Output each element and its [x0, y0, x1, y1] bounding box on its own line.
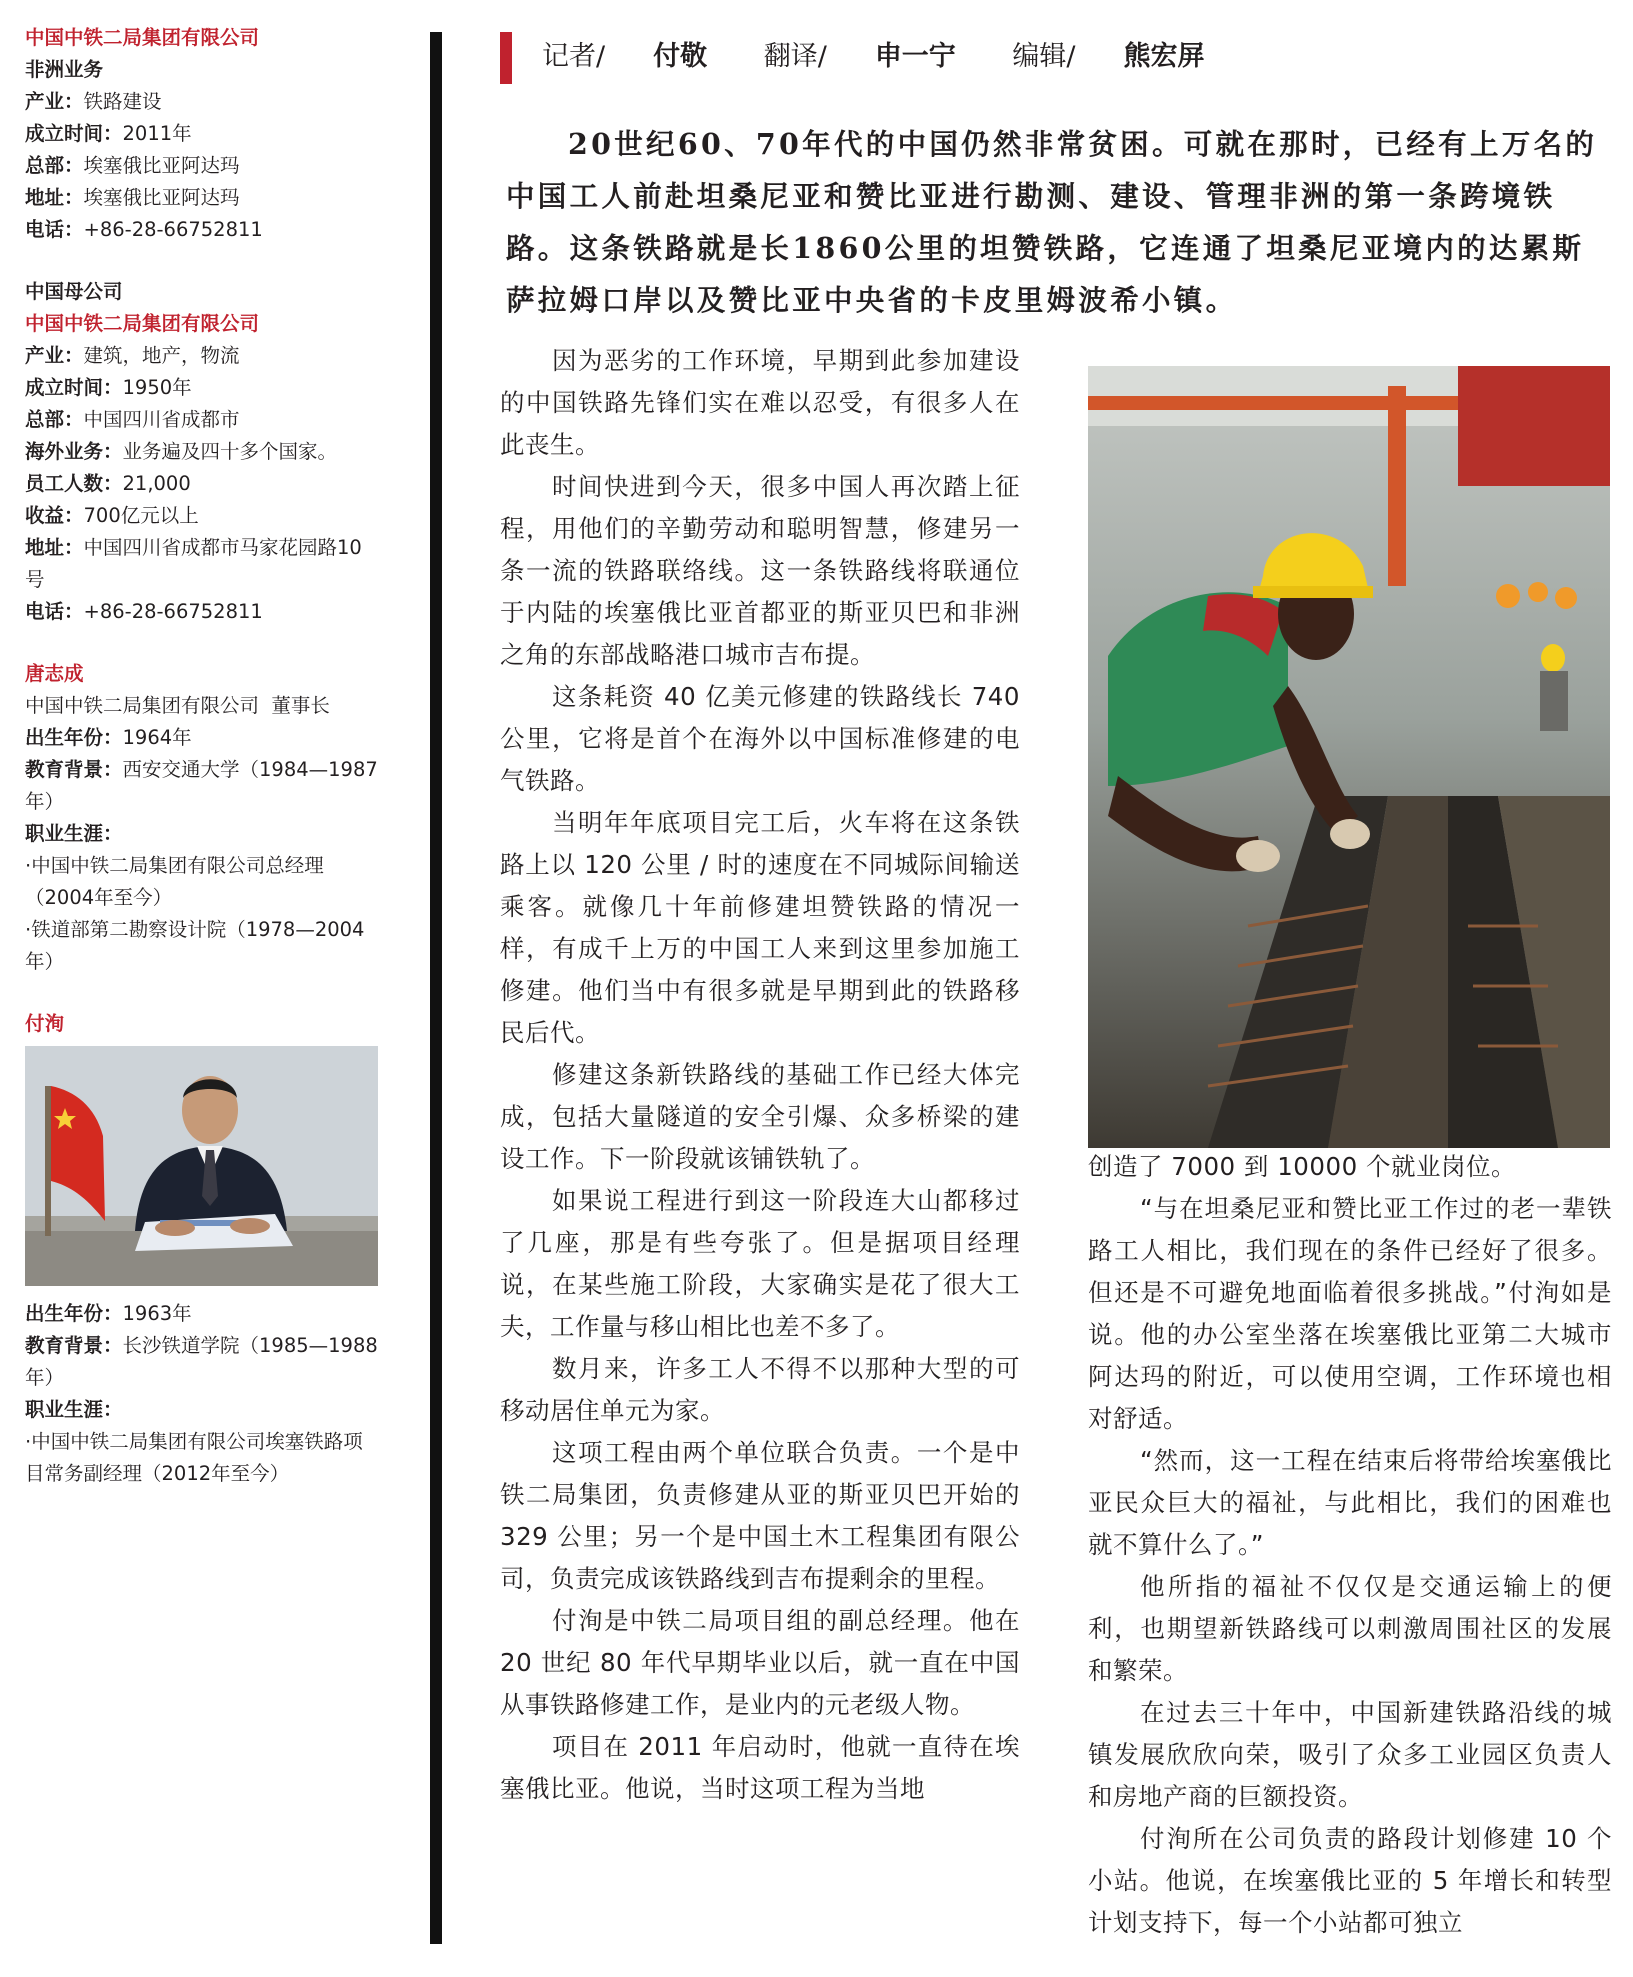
field-key: 总部：	[25, 154, 84, 177]
field-key: 电话：	[25, 600, 84, 623]
parent-field	[25, 468, 380, 500]
parent-field	[25, 500, 380, 532]
company-field	[25, 86, 380, 118]
article-paragraph: 当明年年底项目完工后，火车将在这条铁路上以 120 公里 / 时的速度在不同城际间输送乘客。就像几十年前修建坦赞铁路的情况一样，有成千上万的中国工人来到这里参加施工修建。他们当中有很多就是早期到此的铁路移民后代。	[500, 808, 1020, 1047]
field-key: 出生年份：	[25, 1302, 123, 1325]
article-paragraph: 这项工程由两个单位联合负责。一个是中铁二局集团，负责修建从亚的斯亚贝巴开始的 329 公里；另一个是中国土木工程集团有限公司，负责完成该铁路线到吉布提剩余的里程。	[500, 1438, 1020, 1593]
company-division: 非洲业务	[25, 58, 104, 81]
byline-accent-bar	[500, 32, 512, 84]
field-key: 成立时间：	[25, 122, 123, 145]
field-key: 地址：	[25, 536, 84, 559]
worker-photo-illustration	[1088, 366, 1610, 1148]
field-key: 产业：	[25, 90, 84, 113]
field-value: +86-28-66752811	[83, 218, 263, 241]
article-paragraph: 项目在 2011 年启动时，他就一直待在埃塞俄比亚。他说，当时这项工程为当地	[500, 1732, 1020, 1803]
field-value: 建筑，地产，物流	[83, 344, 240, 367]
field-key: 教育背景：	[25, 758, 123, 781]
field-key: 地址：	[25, 186, 84, 209]
person-education	[25, 1330, 380, 1394]
field-value: 埃塞俄比亚阿达玛	[83, 154, 240, 177]
byline-translator-name: 申一宁	[874, 41, 956, 72]
article-paragraph: 这条耗资 40 亿美元修建的铁路线长 740 公里，它将是首个在海外以中国标准修建的电气铁路。	[500, 682, 1020, 795]
worker-photo	[1088, 366, 1610, 1148]
field-key: 员工人数：	[25, 472, 123, 495]
article-lede: 20世纪60、70年代的中国仍然非常贫困。可就在那时，已经有上万名的中国工人前赴坦桑尼亚和赞比亚进行勘测、建设、管理非洲的第一条跨境铁路。这条铁路就是长1860公里的坦赞铁路，它连通了坦桑尼亚境内的达累斯萨拉姆口岸以及赞比亚中央省的卡皮里姆波希小镇。	[506, 127, 1598, 317]
article-paragraph: 在过去三十年中，中国新建铁路沿线的城镇发展欣欣向荣，吸引了众多工业园区负责人和房地产商的巨额投资。	[1088, 1698, 1612, 1811]
parent-field	[25, 532, 380, 596]
company-name: 中国中铁二局集团有限公司	[25, 26, 260, 49]
byline-translator	[764, 41, 956, 72]
field-key: 收益：	[25, 504, 84, 527]
field-value: 700亿元以上	[83, 504, 199, 527]
field-value: 铁路建设	[83, 90, 162, 113]
byline-reporter	[542, 41, 707, 72]
field-value: 1964年	[122, 726, 192, 749]
company-field	[25, 118, 380, 150]
byline	[542, 34, 1253, 80]
article-paragraph: 因为恶劣的工作环境，早期到此参加建设的中国铁路先锋们实在难以忍受，有很多人在此丧生。	[500, 346, 1020, 459]
career-heading: 职业生涯：	[25, 822, 123, 845]
career-item: ·中国中铁二局集团有限公司埃塞铁路项目常务副经理（2012年至今）	[25, 1430, 363, 1485]
article-paragraph: “然而，这一工程在结束后将带给埃塞俄比亚民众巨大的福祉，与此相比，我们的困难也就不算什么了。”	[1088, 1446, 1612, 1559]
career-item: ·铁道部第二勘察设计院（1978—2004年）	[25, 918, 365, 973]
parent-field	[25, 404, 380, 436]
article-paragraph: 修建这条新铁路线的基础工作已经大体完成，包括大量隧道的安全引爆、众多桥梁的建设工作。下一阶段就该铺铁轨了。	[500, 1060, 1020, 1173]
field-key: 总部：	[25, 408, 84, 431]
article-paragraph: 数月来，许多工人不得不以那种大型的可移动居住单元为家。	[500, 1354, 1020, 1425]
article-column-left	[500, 340, 1020, 1810]
company-profile	[25, 22, 380, 246]
field-value: 1963年	[122, 1302, 192, 1325]
article-paragraph: 付洵是中铁二局项目组的副总经理。他在 20 世纪 80 年代早期毕业以后，就一直在中国从事铁路修建工作，是业内的元老级人物。	[500, 1606, 1020, 1719]
person-birth	[25, 722, 380, 754]
parent-company-profile	[25, 276, 380, 628]
field-key: 电话：	[25, 218, 84, 241]
byline-editor-key: 编辑/	[1012, 41, 1076, 72]
person-birth	[25, 1298, 380, 1330]
company-field	[25, 150, 380, 182]
parent-field	[25, 596, 380, 628]
article-paragraph: 时间快进到今天，很多中国人再次踏上征程，用他们的辛勤劳动和聪明智慧，修建另一条一流的铁路联络线。这一条铁路线将联通位于内陆的埃塞俄比亚首都亚的斯亚贝巴和非洲之角的东部战略港口城市吉布提。	[500, 472, 1020, 669]
career-item: ·中国中铁二局集团有限公司总经理（2004年至今）	[25, 854, 324, 909]
field-value: 埃塞俄比亚阿达玛	[83, 186, 240, 209]
portrait-illustration	[25, 1046, 378, 1286]
company-field	[25, 214, 380, 246]
person-name: 付洵	[25, 1012, 65, 1035]
article-paragraph: 如果说工程进行到这一阶段连大山都移过了几座，那是有些夸张了。但是据项目经理说，在某些施工阶段，大家确实是花了很大工夫，工作量与移山相比也差不多了。	[500, 1186, 1020, 1341]
parent-field	[25, 340, 380, 372]
field-value: 2011年	[122, 122, 192, 145]
person-name: 唐志成	[25, 662, 84, 685]
byline-editor	[1012, 41, 1204, 72]
byline-translator-key: 翻译/	[763, 41, 827, 72]
field-value: 业务遍及四十多个国家。	[122, 440, 338, 463]
parent-name: 中国中铁二局集团有限公司	[25, 312, 260, 335]
field-value: 西安交通大学（1984—1987年）	[25, 758, 378, 813]
field-value: 中国四川省成都市马家花园路10号	[25, 536, 362, 591]
byline-reporter-key: 记者/	[542, 41, 606, 72]
career-heading: 职业生涯：	[25, 1398, 123, 1421]
parent-heading: 中国母公司	[25, 280, 123, 303]
field-key: 海外业务：	[25, 440, 123, 463]
article-paragraph: 付洵所在公司负责的路段计划修建 10 个小站。他说，在埃塞俄比亚的 5 年增长和转型计划支持下，每一个小站都可独立	[1088, 1824, 1612, 1937]
article-paragraph-continuation: 创造了 7000 到 10000 个就业岗位。	[1088, 1152, 1516, 1181]
field-value: 中国四川省成都市	[83, 408, 240, 431]
field-key: 成立时间：	[25, 376, 123, 399]
article-paragraph: 他所指的福祉不仅仅是交通运输上的便利，也期望新铁路线可以刺激周围社区的发展和繁荣。	[1088, 1572, 1612, 1685]
parent-field	[25, 436, 380, 468]
byline-editor-name: 熊宏屏	[1123, 41, 1205, 72]
field-value: +86-28-66752811	[83, 600, 263, 623]
field-value: 1950年	[122, 376, 192, 399]
field-value: 长沙铁道学院（1985—1988年）	[25, 1334, 378, 1389]
person-education	[25, 754, 380, 818]
field-key: 产业：	[25, 344, 84, 367]
company-profile-sidebar	[25, 22, 380, 1490]
portrait-photo	[25, 1046, 378, 1286]
field-value: 21,000	[122, 472, 191, 495]
parent-field	[25, 372, 380, 404]
company-field	[25, 182, 380, 214]
person-title: 中国中铁二局集团有限公司 董事长	[25, 694, 330, 717]
field-key: 教育背景：	[25, 1334, 123, 1357]
byline-reporter-name: 付敬	[653, 41, 708, 72]
field-key: 出生年份：	[25, 726, 123, 749]
article-paragraph: “与在坦桑尼亚和赞比亚工作过的老一辈铁路工人相比，我们现在的条件已经好了很多。但还是不可避免地面临着很多挑战。”付洵如是说。他的办公室坐落在埃塞俄比亚第二大城市阿达玛的附近，可以使用空调，工作环境也相对舒适。	[1088, 1194, 1612, 1433]
article-column-right	[1088, 1146, 1612, 1944]
person-profile-fu	[25, 1008, 380, 1490]
person-profile-tang	[25, 658, 380, 978]
column-divider-rule	[430, 32, 442, 1944]
